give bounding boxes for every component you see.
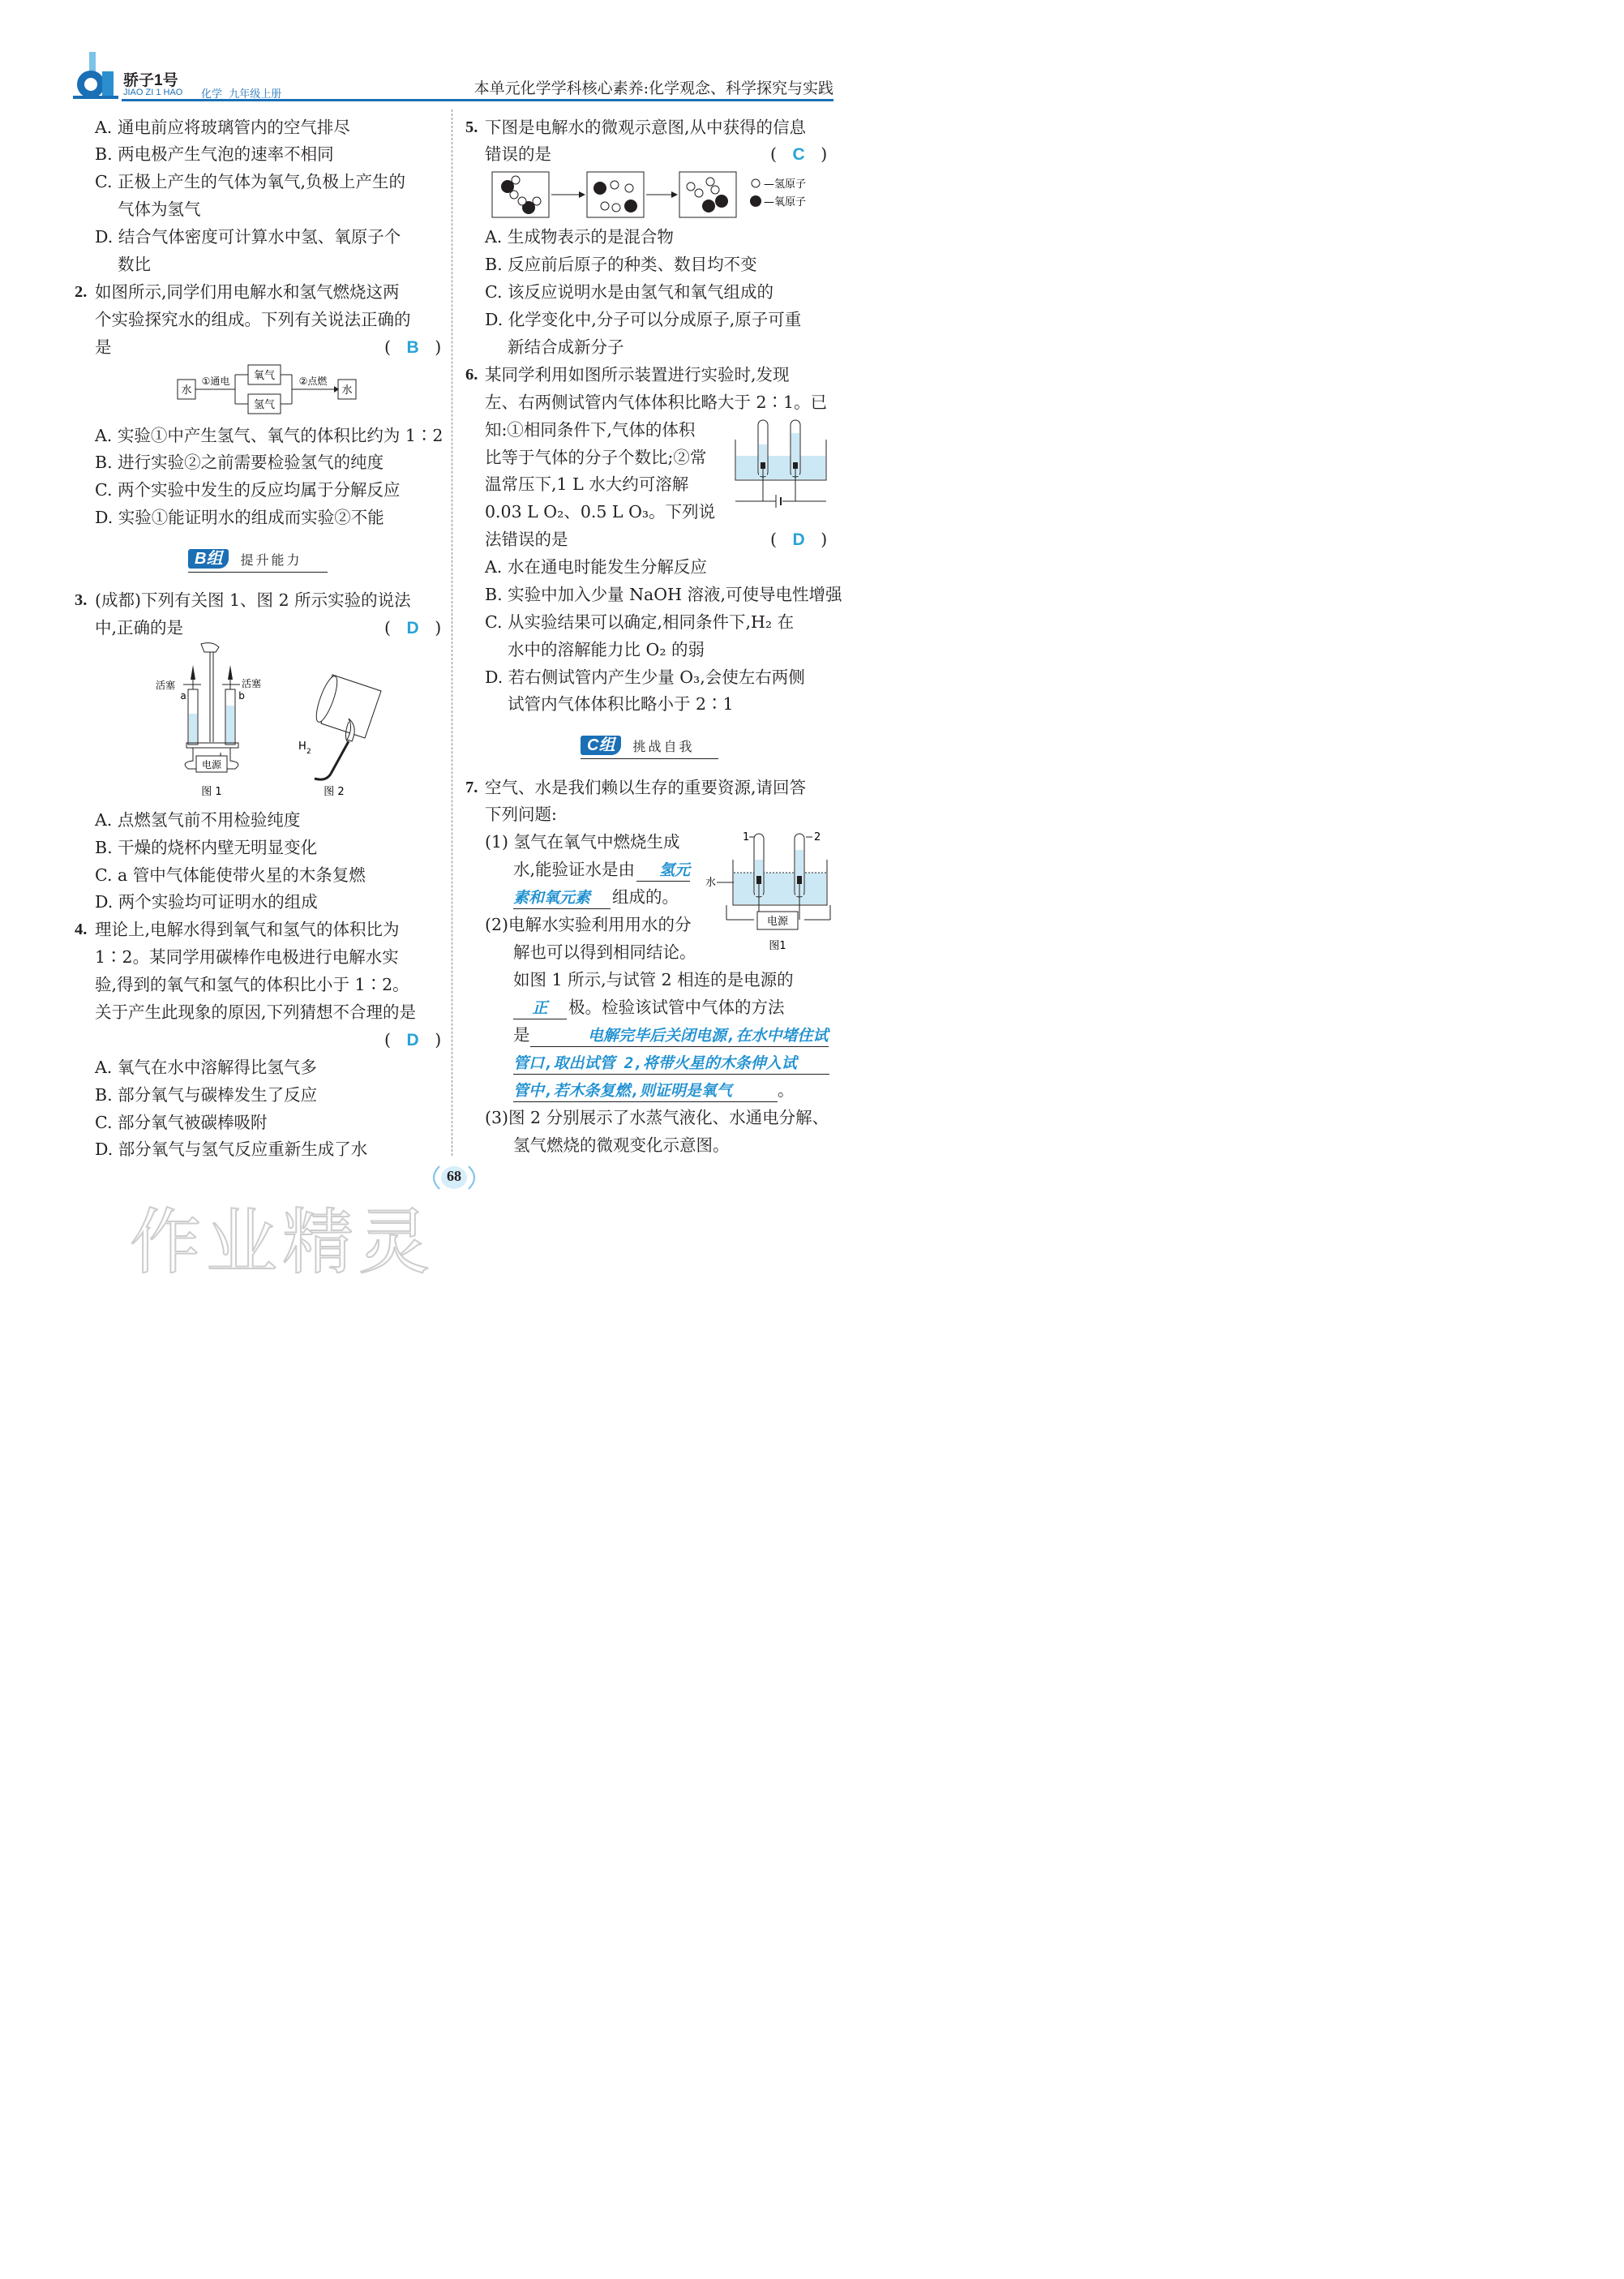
q4-stem-2: 1∶2。某同学用碳棒作电极进行电解水实 [95, 947, 399, 967]
q3-fig1-label-b: b [238, 690, 245, 702]
q7-part2-answer-pole: 正 [513, 998, 567, 1019]
q7-part1-line2 [513, 859, 690, 882]
q6-stem-5: 温常压下,1 L 水大约可溶解 [485, 474, 689, 494]
q7-part3-line1: (3)图 2 分别展示了水蒸气液化、水通电分解、 [485, 1108, 829, 1127]
q7-part2-method-3: 管中,若木条复燃,则证明是氧气 [513, 1080, 778, 1102]
q6-stem-3: 知:①相同条件下,气体的体积 [485, 420, 696, 440]
q2-diagram-o2: 氧气 [253, 370, 276, 382]
q3-fig2-h2-label: H [298, 740, 306, 753]
q7-figure-1 [705, 827, 835, 954]
q7-stem-1: 空气、水是我们赖以生存的重要资源,请回答 [485, 778, 807, 797]
q5-stem-2: 错误的是 [485, 144, 551, 164]
q7-part2-line3: 如图 1 所示,与试管 2 相连的是电源的 [513, 970, 794, 989]
brand-name: 骄子1号 [123, 72, 178, 89]
q4-number: 4. [75, 921, 88, 938]
q6-option-a: A. 水在通电时能发生分解反应 [485, 557, 707, 577]
group-c-title: 挑战自我 [632, 738, 695, 754]
q5-answer: C [792, 145, 805, 164]
watermark: 作业精灵 [130, 1200, 435, 1284]
q1-option-c: C. 正极上产生的气体为氧气,负极上产生的 [95, 172, 406, 191]
q4-option-d: D. 部分氧气与氢气反应重新生成了水 [95, 1140, 368, 1159]
q3-option-d: D. 两个实验均可证明水的组成 [95, 892, 318, 912]
q5-option-a: A. 生成物表示的是混合物 [485, 227, 674, 247]
q2-diagram-water2: 水 [341, 384, 353, 397]
q5-option-d: D. 化学变化中,分子可以分成原子,原子可重 [485, 310, 802, 329]
page-number: 68 [447, 1168, 461, 1184]
q6-answer-bracket: ( D ) [770, 530, 828, 549]
q3-fig1-caption: 图 1 [201, 786, 222, 798]
q6-stem-6: 0.03 L O₂、0.5 L O₃。下列说 [485, 502, 716, 521]
q2-stem-1: 如图所示,同学们用电解水和氢气燃烧这两 [95, 282, 400, 302]
q7-part3-line2: 氢气燃烧的微观变化示意图。 [513, 1135, 730, 1155]
q7-part1-line1: (1) 氢气在氧气中燃烧生成 [485, 832, 680, 852]
group-c-header [581, 735, 718, 756]
q1-option-c-cont: 气体为氢气 [118, 200, 201, 219]
q7-part1-answer-a: 氢元 [636, 860, 690, 882]
q3-fig2-caption: 图 2 [324, 786, 345, 798]
q3-fig1-stopcock-right: 活塞 [241, 678, 262, 689]
brand-pinyin: JIAO ZI 1 HAO [123, 88, 183, 97]
q5-option-c: C. 该反应说明水是由氢气和氧气组成的 [485, 282, 773, 302]
q7-part2-line4 [513, 997, 785, 1019]
q7-part2-line2: 解也可以得到相同结论。 [513, 942, 696, 962]
q4-option-b: B. 部分氧气与碳棒发生了反应 [95, 1085, 318, 1105]
q2-stem-2: 个实验探究水的组成。下列有关说法正确的 [95, 310, 411, 329]
q3-figure-2 [290, 670, 388, 803]
q5-number: 5. [465, 118, 478, 136]
q3-fig1-label-a: a [180, 690, 186, 702]
q7-part2-end: 。 [778, 1080, 795, 1100]
q4-stem-1: 理论上,电解水得到氧气和氢气的体积比为 [95, 920, 400, 939]
q3-option-a: A. 点燃氢气前不用检验纯度 [95, 810, 301, 830]
q7-part2-line5 [513, 1024, 829, 1047]
q7-part2-method-2: 管口,取出试管 2,将带火星的木条伸入试 [513, 1053, 829, 1075]
q7-fig-water: 水 [705, 877, 717, 889]
q3-answer: D [406, 619, 419, 637]
q7-part2-line5-text: 是 [513, 1025, 530, 1045]
q6-option-b: B. 实验中加入少量 NaOH 溶液,可使导电性增强 [485, 585, 842, 604]
group-c-badge: C组 [581, 736, 621, 755]
q3-option-c: C. a 管中气体能使带火星的木条复燃 [95, 865, 366, 885]
q6-stem-4: 比等于气体的分子个数比;②常 [485, 448, 707, 467]
q2-option-d: D. 实验①能证明水的组成而实验②不能 [95, 508, 384, 527]
q2-diagram-water1: 水 [181, 384, 192, 397]
q3-fig1-stopcock-left: 活塞 [155, 680, 176, 691]
q4-option-a: A. 氧气在水中溶解得比氢气多 [95, 1058, 317, 1077]
q1-option-a: A. 通电前应将玻璃管内的空气排尽 [95, 118, 350, 137]
q6-stem-7: 法错误的是 [485, 530, 568, 549]
q7-part1-line2-text: 水,能验证水是由 [513, 860, 636, 879]
q5-answer-bracket: ( C ) [770, 144, 828, 164]
q7-part2-line4-text: 极。检验该试管中气体的方法 [568, 998, 785, 1017]
q7-number: 7. [465, 779, 478, 796]
q2-answer-bracket: ( B ) [384, 337, 442, 357]
q3-number: 3. [75, 591, 88, 609]
q7-part1-answer-b: 素和氧元素 [513, 887, 611, 909]
q7-part2-method-1: 电解完毕后关闭电源,在水中堵住试 [530, 1025, 829, 1047]
q5-legend-oxygen: —氧原子 [764, 196, 807, 208]
q6-electrolysis-apparatus [734, 415, 828, 509]
q2-diagram-step1: ①通电 [201, 376, 230, 387]
q2-flow-diagram [177, 363, 357, 417]
q7-fig-caption: 图1 [769, 940, 786, 952]
q7-part1-line3 [513, 886, 679, 909]
q4-answer: D [406, 1031, 419, 1049]
q5-micro-diagram [491, 170, 832, 221]
q2-answer: B [406, 338, 419, 357]
q4-stem-3: 验,得到的氧气和氢气的体积比小于 1∶2。 [95, 975, 409, 994]
q7-stem-2: 下列问题: [485, 805, 557, 824]
q1-option-d: D. 结合气体密度可计算水中氢、氧原子个 [95, 227, 401, 247]
q2-option-b: B. 进行实验②之前需要检验氢气的纯度 [95, 453, 384, 472]
q7-fig-label-2: 2 [814, 831, 821, 843]
q3-answer-bracket: ( D ) [384, 618, 442, 637]
q6-option-d-cont: 试管内气体体积比略小于 2∶1 [508, 694, 734, 714]
q4-option-c: C. 部分氧气被碳棒吸附 [95, 1113, 268, 1132]
q6-answer: D [792, 530, 805, 549]
q5-legend-hydrogen: —氢原子 [764, 178, 807, 191]
q2-diagram-h2: 氢气 [253, 399, 276, 411]
q7-fig-power: 电源 [766, 916, 789, 928]
q2-option-a: A. 实验①中产生氢气、氧气的体积比约为 1∶2 [95, 426, 443, 445]
q3-stem-2: 中,正确的是 [95, 618, 184, 637]
q5-option-b: B. 反应前后原子的种类、数目均不变 [485, 255, 757, 274]
q7-part2-line6 [513, 1052, 829, 1075]
q6-number: 6. [465, 366, 478, 384]
q6-stem-1: 某同学利用如图所示装置进行实验时,发现 [485, 365, 790, 384]
q2-number: 2. [75, 283, 88, 301]
q2-option-c: C. 两个实验中发生的反应均属于分解反应 [95, 480, 401, 500]
q6-stem-2: 左、右两侧试管内气体体积比略大于 2∶1。已 [485, 393, 828, 412]
q4-stem-4: 关于产生此现象的原因,下列猜想不合理的是 [95, 1002, 417, 1022]
q7-part1-line3-text: 组成的。 [612, 887, 679, 907]
header-tagline: 本单元化学学科核心素养:化学观念、科学探究与实践 [473, 79, 833, 97]
q7-fig-label-1: 1 [743, 831, 750, 843]
q5-stem-1: 下图是电解水的微观示意图,从中获得的信息 [485, 118, 807, 137]
q6-option-c: C. 从实验结果可以确定,相同条件下,H₂ 在 [485, 612, 795, 632]
q2-stem-3: 是 [95, 337, 112, 357]
q3-option-b: B. 干燥的烧杯内壁无明显变化 [95, 838, 318, 857]
page-header [71, 49, 833, 102]
q3-figure-1 [151, 641, 262, 803]
q2-diagram-step2: ②点燃 [298, 376, 328, 387]
q3-fig2-h2-subscript: 2 [306, 748, 311, 756]
q3-stem-1: (成都)下列有关图 1、图 2 所示实验的说法 [95, 590, 411, 610]
q5-option-d-cont: 新结合成新分子 [508, 337, 624, 357]
q4-answer-bracket: ( D ) [384, 1030, 442, 1049]
q1-option-d-cont: 数比 [118, 255, 151, 274]
q7-part2-line7 [513, 1079, 795, 1102]
subject-label: 化学 九年级上册 [201, 88, 282, 101]
flask-logo-icon [71, 49, 120, 102]
group-b-header [188, 548, 328, 569]
q6-option-c-cont: 水中的溶解能力比 O₂ 的弱 [508, 640, 705, 659]
group-b-title: 提升能力 [240, 552, 302, 568]
q1-option-b: B. 两电极产生气泡的速率不相同 [95, 144, 334, 164]
q7-part2-line1: (2)电解水实验利用用水的分 [485, 915, 692, 934]
header-rule [122, 99, 833, 101]
q6-option-d: D. 若右侧试管内产生少量 O₃,会使左右两侧 [485, 667, 805, 687]
group-b-badge: B组 [188, 549, 229, 569]
q3-fig1-power: 电源 [201, 759, 222, 770]
